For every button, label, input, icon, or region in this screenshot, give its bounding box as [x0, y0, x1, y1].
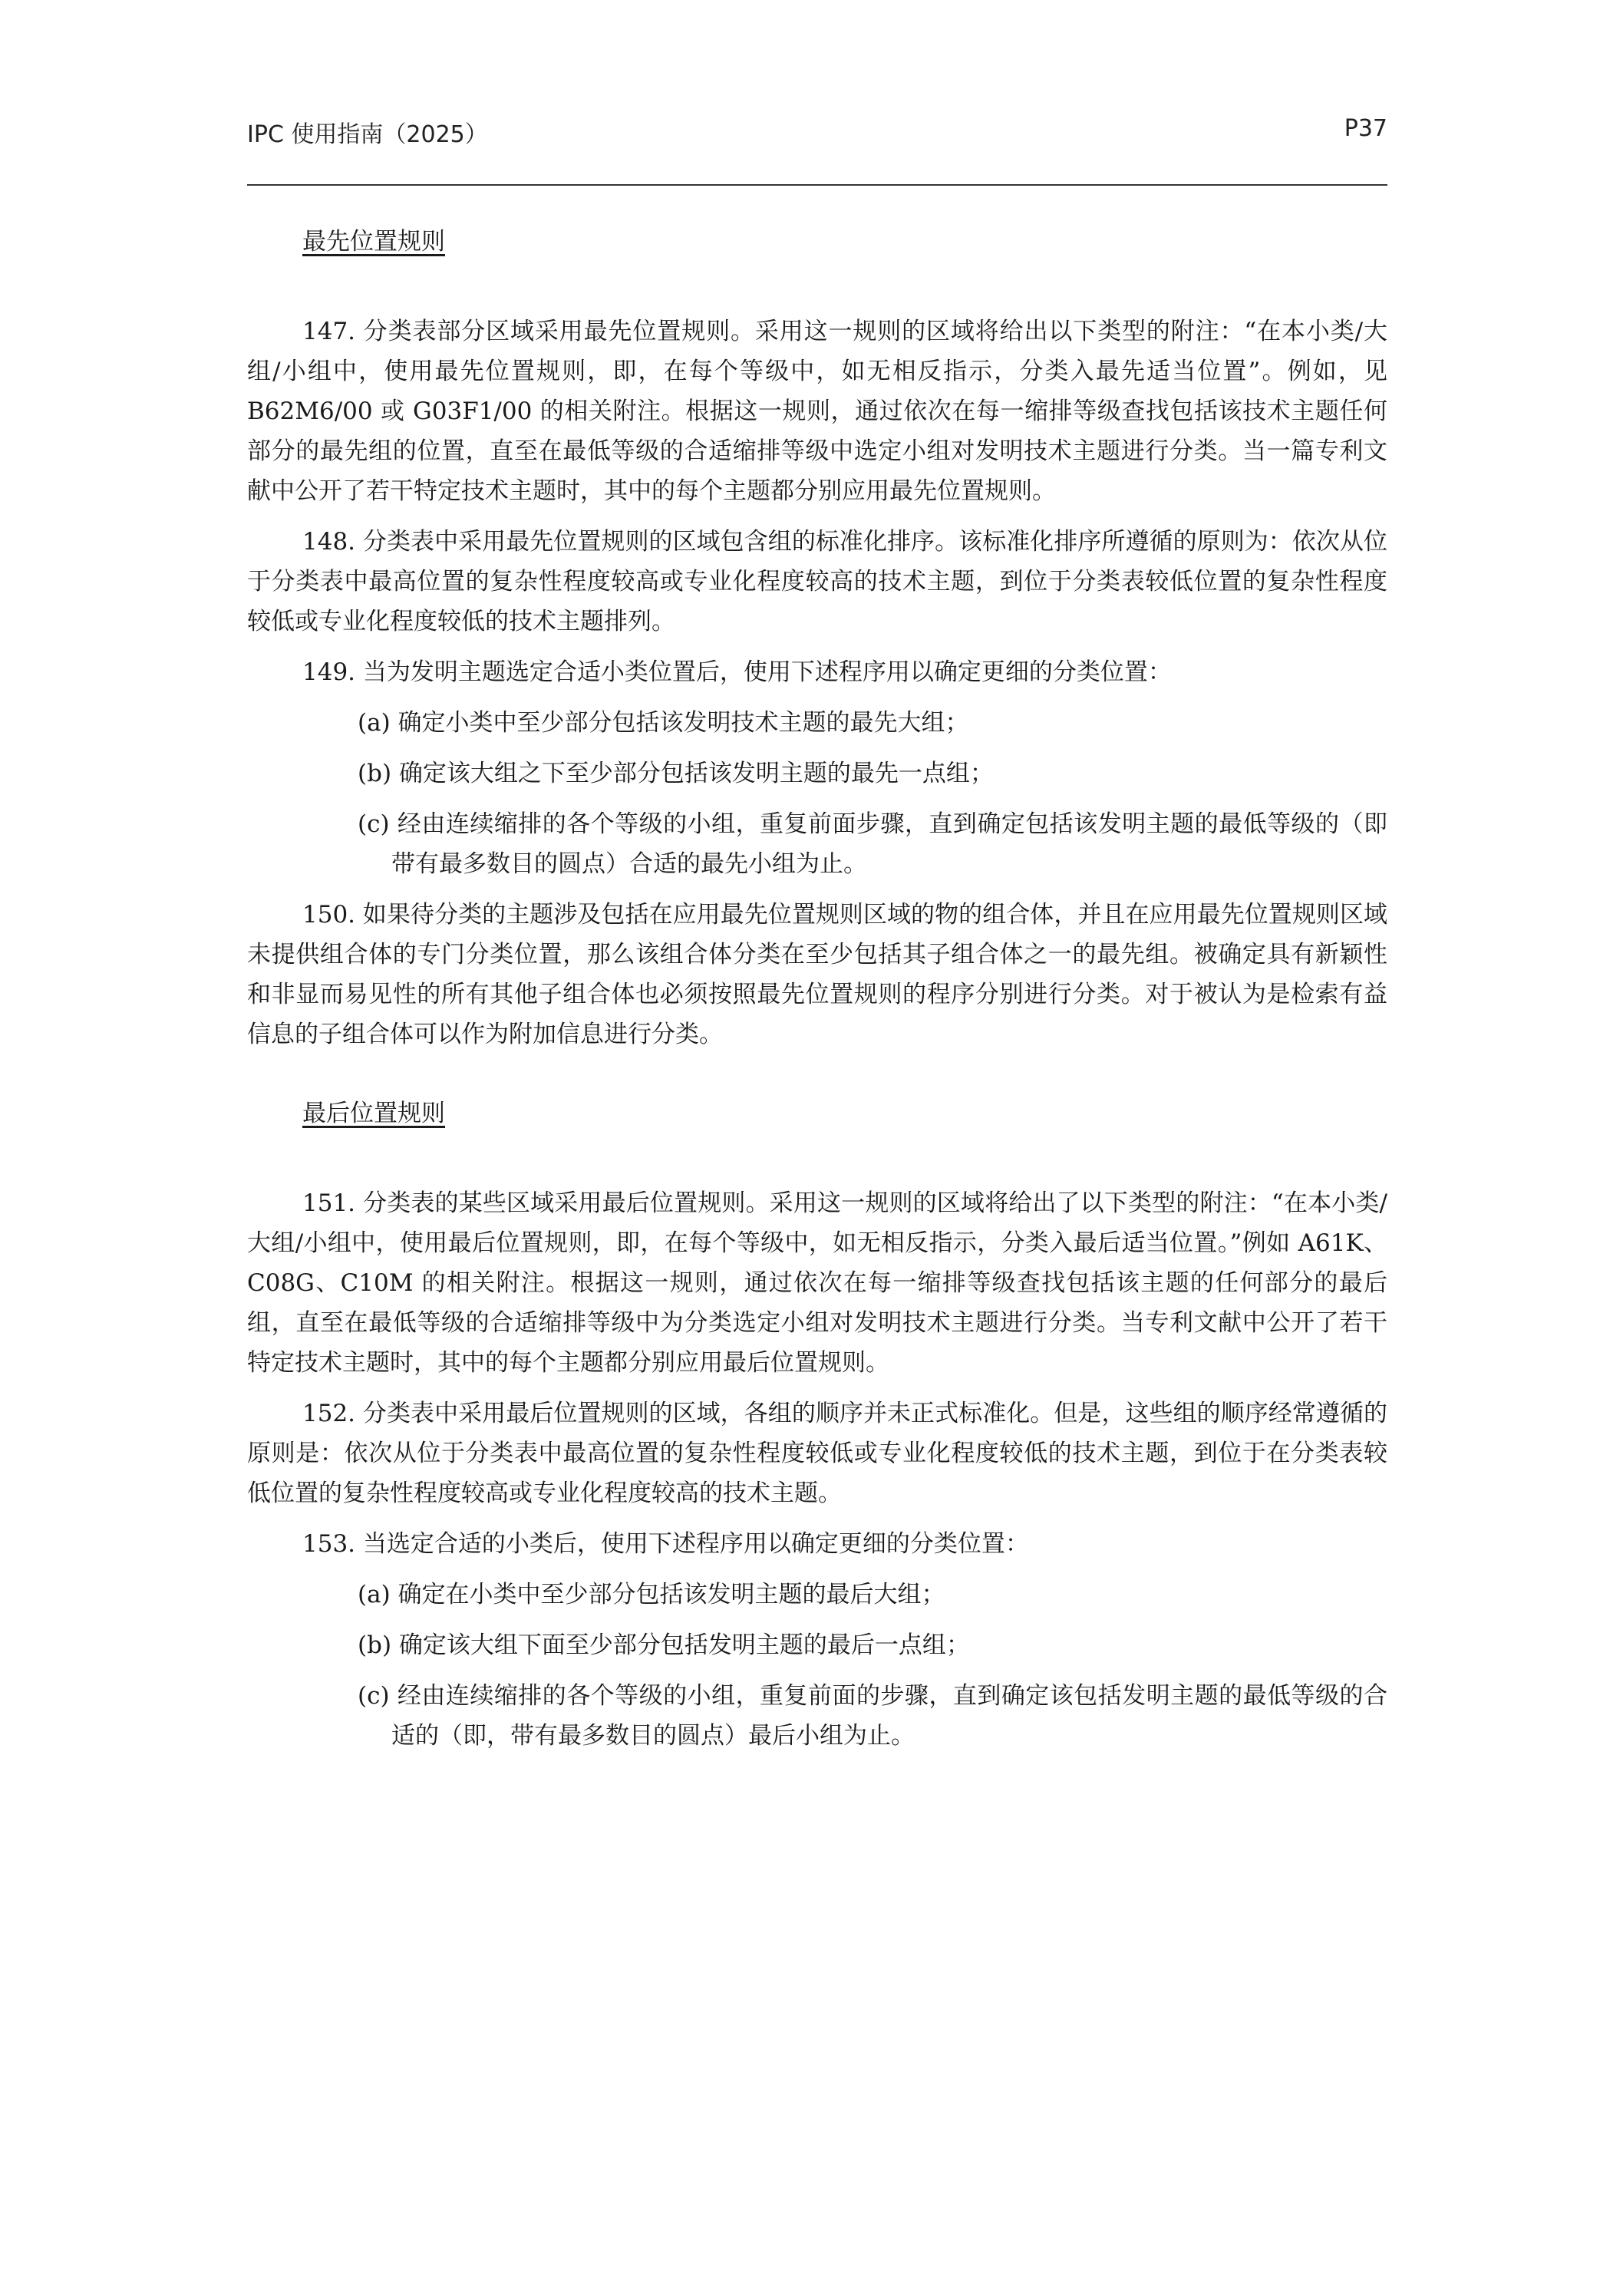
- section-heading-last-position: 最后位置规则: [302, 1100, 445, 1127]
- paragraph-153: 153. 当选定合适的小类后，使用下述程序用以确定更细的分类位置：: [302, 1530, 1029, 1558]
- list-item-149b: (b) 确定该大组之下至少部分包括该发明主题的最先一点组；: [358, 760, 994, 787]
- list-item-149c: (c) 经由连续缩排的各个等级的小组，重复前面步骤，直到确定包括该发明主题的最低等级的（即带有最多数目的圆点）合适的最先小组为止。: [358, 810, 1387, 878]
- paragraph-151: 151. 分类表的某些区域采用最后位置规则。采用这一规则的区域将给出了以下类型的附注：“在本小类/大组/小组中，使用最后位置规则，即，在每个等级中，如无相反指示，分类入最后适当位置。”例如 A61K、C08G、C10M 的相关附注。根据这一规则，通过依次在每一缩排等级查找包括该主题的任何部分的最后组，直至在最低等级的合适缩排等级中为分类选定小组对发明技术主题进行分类。当专利文献中公开了若干特定技术主题时，其中的每个主题都分别应用最后位置规则。: [247, 1189, 1387, 1377]
- list-item-153b: (b) 确定该大组下面至少部分包括发明主题的最后一点组；: [358, 1631, 970, 1659]
- paragraph-148: 148. 分类表中采用最先位置规则的区域包含组的标准化排序。该标准化排序所遵循的原则为：依次从位于分类表中最高位置的复杂性程度较高或专业化程度较高的技术主题，到位于分类表较低位置的复杂性程度较低或专业化程度较低的技术主题排列。: [247, 528, 1387, 635]
- list-item-153c: (c) 经由连续缩排的各个等级的小组，重复前面的步骤，直到确定该包括发明主题的最低等级的合适的（即，带有最多数目的圆点）最后小组为止。: [358, 1682, 1387, 1750]
- list-item-149a: (a) 确定小类中至少部分包括该发明技术主题的最先大组；: [358, 709, 969, 737]
- section-heading-first-position: 最先位置规则: [302, 228, 445, 256]
- document-body: [247, 223, 1387, 1756]
- header-divider: [247, 184, 1387, 186]
- paragraph-150: 150. 如果待分类的主题涉及包括在应用最先位置规则区域的物的组合体，并且在应用最先位置规则区域未提供组合体的专门分类位置，那么该组合体分类在至少包括其子组合体之一的最先组。被确定具有新颖性和非显而易见性的所有其他子组合体也必须按照最先位置规则的程序分别进行分类。对于被认为是检索有益信息的子组合体可以作为附加信息进行分类。: [247, 901, 1387, 1048]
- list-item-153a: (a) 确定在小类中至少部分包括该发明主题的最后大组；: [358, 1581, 945, 1608]
- paragraph-147: 147. 分类表部分区域采用最先位置规则。采用这一规则的区域将给出以下类型的附注：“在本小类/大组/小组中，使用最先位置规则，即，在每个等级中，如无相反指示，分类入最先适当位置”。例如，见 B62M6/00 或 G03F1/00 的相关附注。根据这一规则，通过依次在每一缩排等级查找包括该技术主题任何部分的最先组的位置，直至在最低等级的合适缩排等级中选定小组对发明技术主题进行分类。当一篇专利文献中公开了若干特定技术主题时，其中的每个主题都分别应用最先位置规则。: [247, 318, 1387, 505]
- paragraph-152: 152. 分类表中采用最后位置规则的区域，各组的顺序并未正式标准化。但是，这些组的顺序经常遵循的原则是：依次从位于分类表中最高位置的复杂性程度较低或专业化程度较低的技术主题，到位于在分类表较低位置的复杂性程度较高或专业化程度较高的技术主题。: [247, 1400, 1387, 1507]
- header-title: IPC 使用指南（2025）: [247, 121, 488, 148]
- running-header: [247, 115, 1387, 153]
- paragraph-149: 149. 当为发明主题选定合适小类位置后，使用下述程序用以确定更细的分类位置：: [302, 658, 1172, 686]
- page-number: P37: [1344, 115, 1387, 142]
